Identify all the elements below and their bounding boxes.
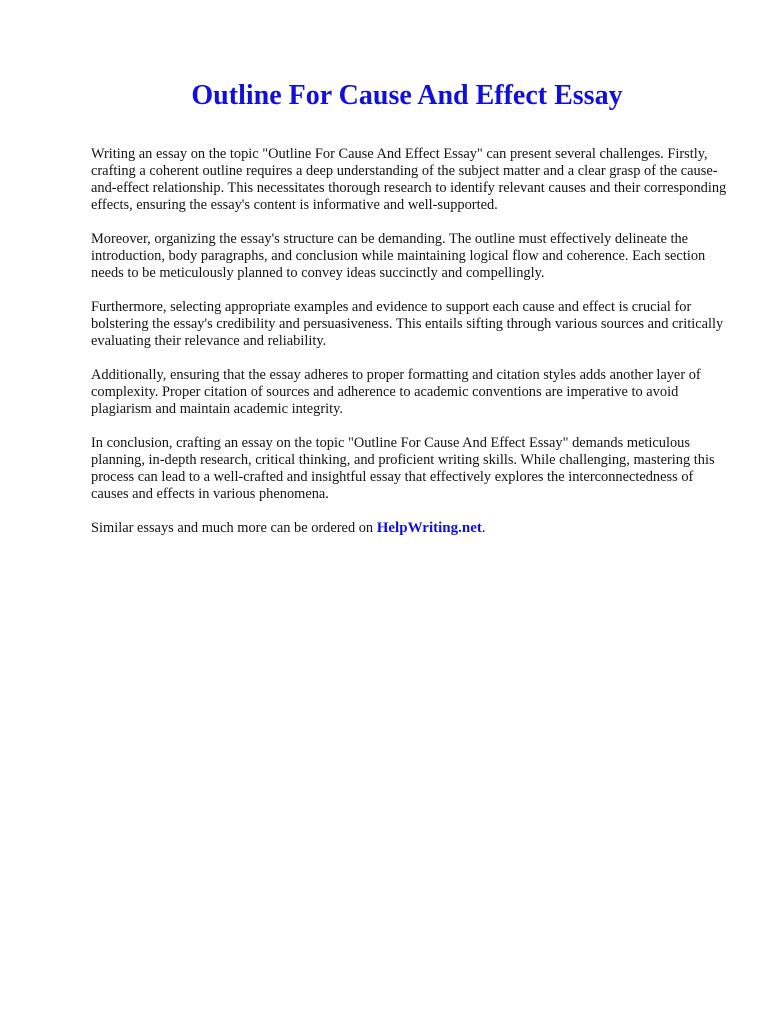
paragraph-1: Writing an essay on the topic "Outline For Cause And Effect Essay" can present several challenges. Firstly, crafting a coherent outline requires a deep understanding of the subject matter and a clear grasp of the cause-and-effect relationship. This necessitates thorough research to identify relevant causes and their corresponding effects, ensuring the essay's content is informative and well-supported. (91, 146, 727, 213)
paragraph-2: Moreover, organizing the essay's structure can be demanding. The outline must effectively delineate the introduction, body paragraphs, and conclusion while maintaining logical flow and coherence. Each section needs to be meticulously planned to convey ideas succinctly and compellingly. (91, 231, 706, 281)
helpwriting-link[interactable]: HelpWriting.net (376, 520, 482, 536)
document-title: Outline For Cause And Effect Essay (191, 80, 623, 111)
document-body (91, 146, 727, 537)
order-note-prefix: Similar essays and much more can be ordered on (91, 520, 377, 536)
paragraph-5: In conclusion, crafting an essay on the topic "Outline For Cause And Effect Essay" demands meticulous planning, in-depth research, critical thinking, and proficient writing skills. While challenging, mastering this process can lead to a well-crafted and insightful essay that effectively explores the interconnectedness of causes and effects in various phenomena. (91, 435, 715, 502)
order-note-suffix: . (481, 520, 486, 536)
paragraph-4: Additionally, ensuring that the essay adheres to proper formatting and citation styles adds another layer of complexity. Proper citation of sources and adherence to academic conventions are imperative to avoid plagiarism and maintain academic integrity. (91, 367, 701, 417)
order-note (91, 520, 727, 537)
paragraph-3: Furthermore, selecting appropriate examples and evidence to support each cause and effect is crucial for bolstering the essay's credibility and persuasiveness. This entails sifting through various sources and critically evaluating their relevance and reliability. (91, 299, 724, 349)
